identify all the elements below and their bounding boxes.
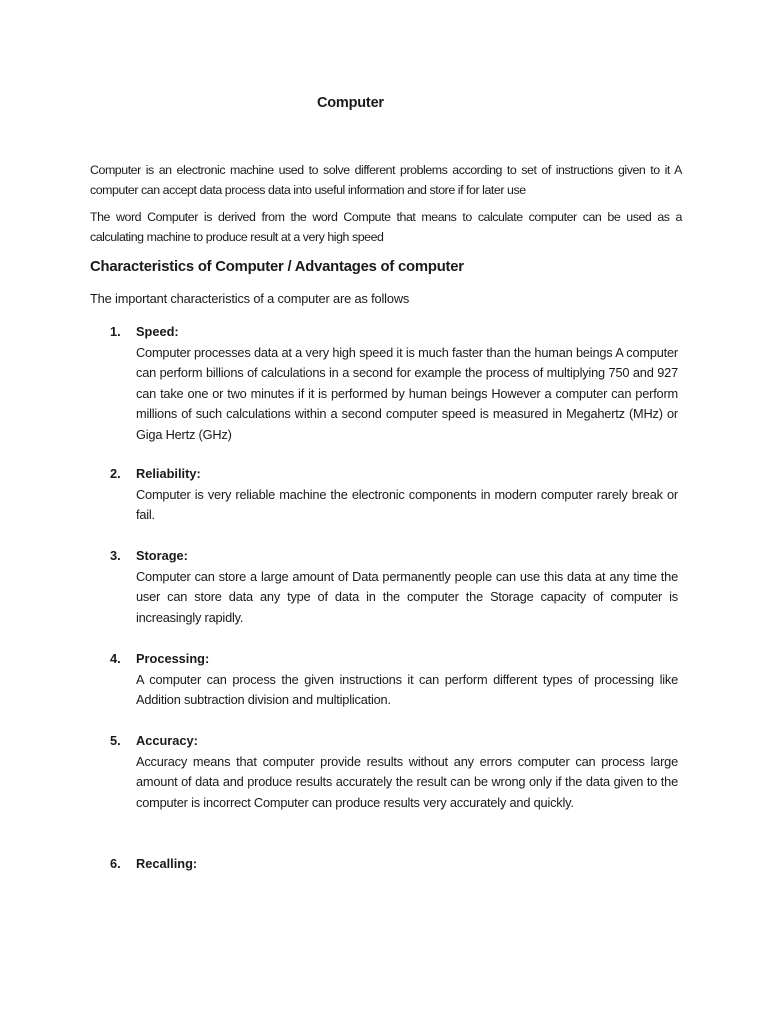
list-item-text: Computer processes data at a very high speed it is much faster than the human beings A computer can perform billions of calculations in a second for example the process of multiplying 750 and 927 can take one or two minutes if it is performed by human beings However a computer can perform millions of such calculations within a second computer speed is measured in Megahertz (MHz) or Giga Hertz (GHz) [136, 344, 678, 442]
list-item-text: A computer can process the given instructions it can perform different types of processing like Addition subtraction division and multiplication. [136, 671, 678, 708]
section-lead: The important characteristics of a computer are as follows [90, 291, 410, 306]
list-item-number: 2. [110, 466, 121, 481]
list-item-title: Speed: [136, 324, 179, 339]
list-item-text: Accuracy means that computer provide results without any errors computer can process large amount of data and produce results accurately the result can be wrong only if the data given to the computer is incorrect Computer can produce results very accurately and quickly. [136, 753, 678, 810]
list-item-title: Recalling: [136, 856, 198, 871]
list-item-number: 1. [110, 324, 121, 339]
intro-paragraph-1: Computer is an electronic machine used to solve different problems according to set of instructions given to it A computer can accept data process data into useful information and store if for later use [90, 163, 682, 197]
list-item-number: 5. [110, 733, 121, 748]
list-item-number: 4. [110, 651, 121, 666]
list-item-title: Storage: [136, 548, 188, 563]
list-item-text: Computer is very reliable machine the electronic components in modern computer rarely break or fail. [136, 486, 678, 523]
section-heading: Characteristics of Computer / Advantages of computer [90, 259, 464, 275]
list-item-title: Accuracy: [136, 733, 198, 748]
list-item-number: 3. [110, 548, 121, 563]
list-item-number: 6. [110, 856, 121, 871]
list-item-text: Computer can store a large amount of Data permanently people can use this data at any time the user can store data any type of data in the computer the Storage capacity of computer is increasingly rapidly. [136, 568, 678, 625]
page-title: Computer [317, 95, 384, 111]
intro-paragraph-2: The word Computer is derived from the word Compute that means to calculate computer can be used as a calculating machine to produce result at a very high speed [90, 210, 682, 244]
list-item-title: Reliability: [136, 466, 201, 481]
list-item-title: Processing: [136, 651, 210, 666]
